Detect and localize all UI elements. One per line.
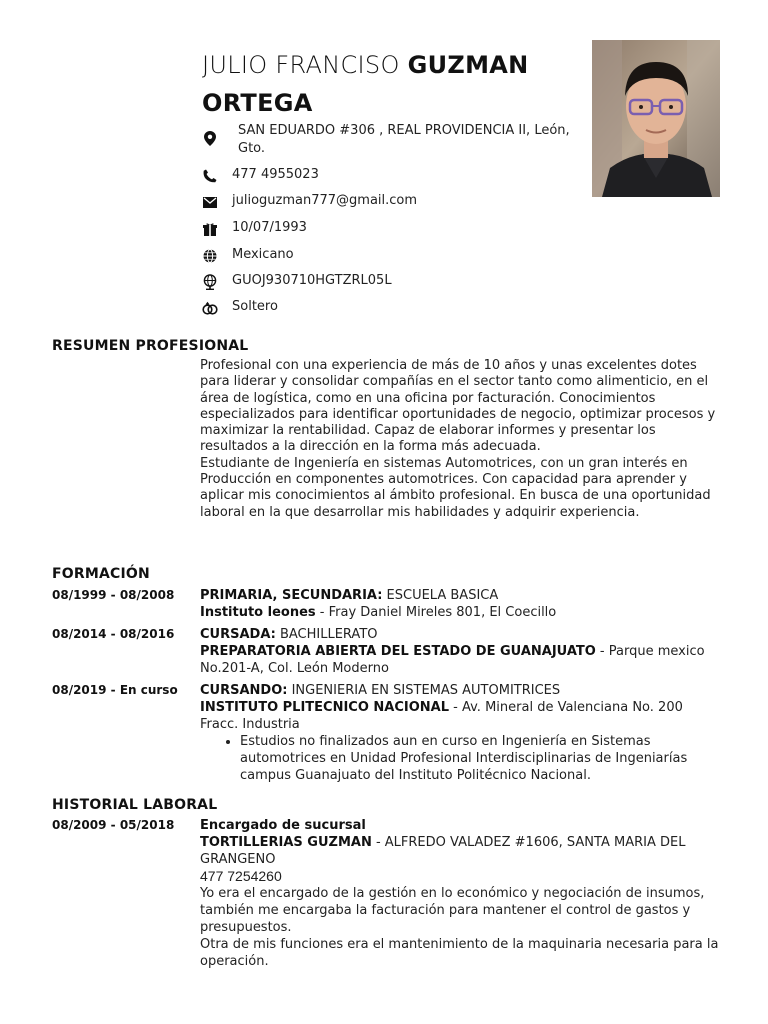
work-role: Encargado de sucursal xyxy=(200,818,366,833)
education-notes-list xyxy=(200,733,720,784)
education-entry-1 xyxy=(200,587,720,621)
work-description-1: Yo era el encargado de la gestión en lo económico y negociación de insumos, también me encargaba la facturación para mantener el control de gastos y presupuestos. xyxy=(200,886,705,935)
education-level-value: INGENIERIA EN SISTEMAS AUTOMITRICES xyxy=(287,683,561,698)
address-text: SAN EDUARDO #306 , REAL PROVIDENCIA II, León, Gto. xyxy=(238,123,570,156)
name-last-2: ORTEGA xyxy=(202,89,313,117)
map-pin-icon xyxy=(202,130,218,146)
education-level-label: CURSANDO: xyxy=(200,683,288,698)
profile-photo xyxy=(592,40,720,197)
education-level-value: ESCUELA BASICA xyxy=(382,588,499,603)
education-title: FORMACIÓN xyxy=(52,566,150,582)
education-level-value: BACHILLERATO xyxy=(275,627,378,642)
globe-icon xyxy=(202,248,218,264)
summary-text xyxy=(200,358,720,521)
envelope-icon xyxy=(202,194,218,210)
education-level-label: CURSADA: xyxy=(200,627,276,642)
summary-title: RESUMEN PROFESIONAL xyxy=(52,338,249,354)
education-date-2: 08/2014 - 08/2016 xyxy=(52,627,175,641)
email-text: julioguzman777@gmail.com xyxy=(232,193,418,208)
education-entry-2 xyxy=(200,626,720,677)
birthdate-text: 10/07/1993 xyxy=(232,220,307,235)
name-first: JULIO FRANCISO xyxy=(202,51,400,79)
profile-photo-illustration xyxy=(592,40,720,197)
work-title: HISTORIAL LABORAL xyxy=(52,797,218,813)
work-date-1: 08/2009 - 05/2018 xyxy=(52,818,175,832)
name-last-1: GUZMAN xyxy=(407,51,529,79)
summary-paragraph-1: Profesional con una experiencia de más de 10 años y unas excelentes dotes para liderar y consolidar compañías en el sector tanto como alimenticio, en el área de logística, como en una oficina por facturación. Conocimientos especializados para identificar oportunidades de negocio, optimizar procesos y maximizar la rentabilidad. Capaz de elaborar informes y presentar los resultados a la dirección en la forma más adecuada. xyxy=(200,358,716,455)
education-school-detail: - Fray Daniel Mireles 801, El Coecillo xyxy=(315,605,557,620)
work-description-2: Otra de mis funciones era el mantenimiento de la maquinaria necesaria para la operación. xyxy=(200,937,719,969)
id-code-text: GUOJ930710HGTZRL05L xyxy=(232,273,392,288)
education-school-detail: - Parque mexico No.201-A, Col. León Moderno xyxy=(200,644,705,676)
gift-icon xyxy=(202,221,218,237)
education-school: PREPARATORIA ABIERTA DEL ESTADO DE GUANAJUATO xyxy=(200,644,596,659)
education-school: Instituto leones xyxy=(200,605,316,620)
globe-pin-icon xyxy=(202,274,218,290)
work-phone: 477 7254260 xyxy=(200,868,282,884)
rings-icon xyxy=(202,300,218,316)
work-company: TORTILLERIAS GUZMAN xyxy=(200,835,372,850)
summary-paragraph-2: Estudiante de Ingeniería en sistemas Automotrices, con un gran interés en Producción en componentes automotrices. Con capacidad para aprender y aplicar mis conocimientos al ámbito profesional. En busca de una oportunidad laboral en la que desarrollar mis habilidades y adquirir experiencia. xyxy=(200,455,711,520)
full-name xyxy=(202,46,582,122)
education-school: INSTITUTO PLITECNICO NACIONAL xyxy=(200,700,450,715)
nationality-text: Mexicano xyxy=(232,247,294,262)
education-date-1: 08/1999 - 08/2008 xyxy=(52,588,175,602)
education-date-3: 08/2019 - En curso xyxy=(52,683,178,697)
education-note-item: • Estudios no finalizados aun en curso en Ingeniería en Sistemas automotrices en Unidad Profesional Interdisciplinarias de Ingeniarías campus Guanajuato del Instituto Politécnico Nacional. xyxy=(240,733,720,784)
education-entry-3 xyxy=(200,682,720,784)
phone-text: 477 4955023 xyxy=(232,167,319,182)
education-school-detail: - Av. Mineral de Valenciana No. 200 Fracc. Industria xyxy=(200,700,683,732)
marital-status-text: Soltero xyxy=(232,299,278,314)
work-entry-1 xyxy=(200,817,720,970)
phone-icon xyxy=(202,168,218,184)
work-company-detail: - ALFREDO VALADEZ #1606, SANTA MARIA DEL GRANGENO xyxy=(200,835,686,867)
education-level-label: PRIMARIA, SECUNDARIA: xyxy=(200,588,383,603)
